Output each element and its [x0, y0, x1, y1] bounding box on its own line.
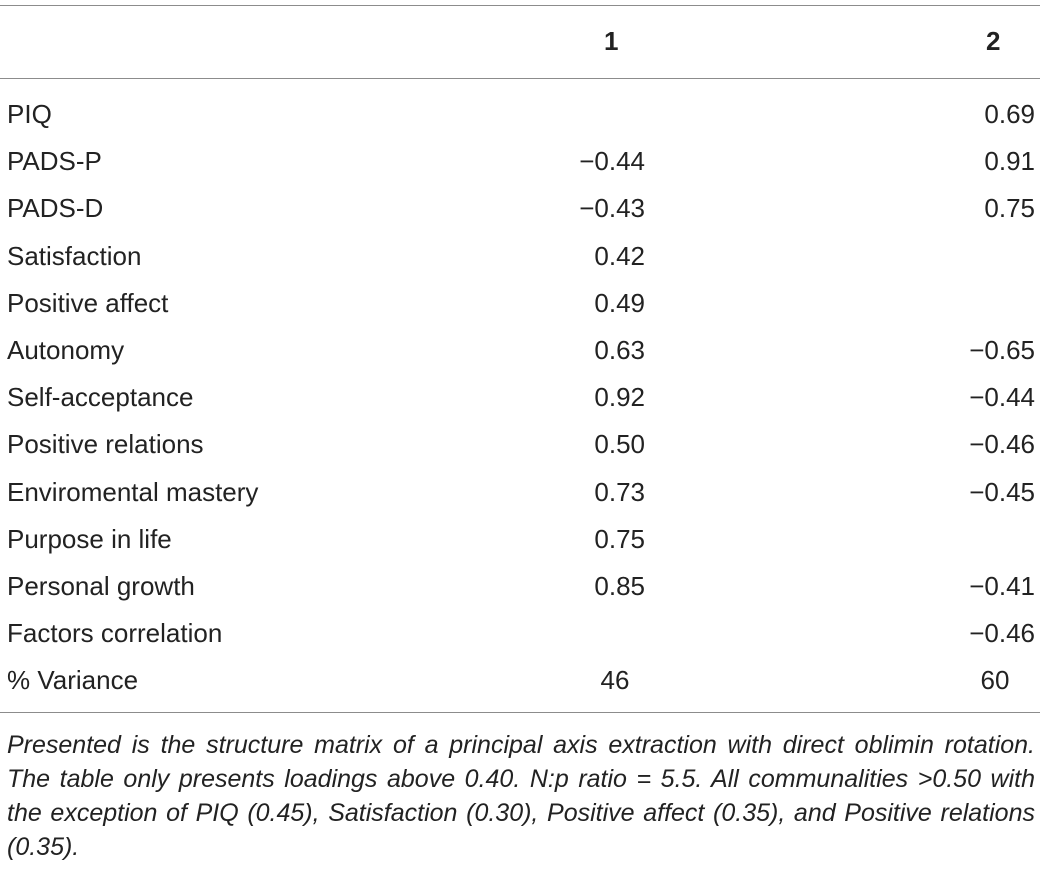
factor-1-value: 0.42 [594, 240, 645, 271]
factor-1-value: 0.75 [594, 523, 645, 554]
factor-1-value: 0.73 [594, 476, 645, 507]
table-row [0, 233, 1040, 280]
factor-1-value: 0.49 [594, 287, 645, 318]
row-label: Positive relations [7, 429, 204, 460]
factor-2-value: 0.91 [984, 146, 1035, 177]
table-row [0, 610, 1040, 657]
table-row [0, 516, 1040, 563]
factor-1-value: −0.44 [579, 146, 645, 177]
factor-2-value: −0.65 [969, 334, 1035, 365]
row-label: Factors correlation [7, 618, 223, 649]
factor-2-value: 0.75 [984, 193, 1035, 224]
table-bottom-rule [0, 712, 1040, 713]
factor-2-value: −0.46 [969, 618, 1035, 649]
table-row [0, 563, 1040, 610]
structure-matrix-table [0, 5, 1040, 713]
table-row [0, 91, 1040, 138]
column-header-1: 1 [604, 26, 619, 56]
factor-1-value: 0.50 [594, 429, 645, 460]
factor-2-value: −0.41 [969, 570, 1035, 601]
factor-2-value: 0.69 [984, 99, 1035, 129]
row-label: Satisfaction [7, 240, 142, 271]
table-row [0, 469, 1040, 516]
column-header-2: 2 [986, 26, 1001, 56]
table-row [0, 280, 1040, 327]
table-row [0, 138, 1040, 185]
table-row [0, 374, 1040, 421]
table-body [0, 79, 1040, 712]
row-label: PIQ [7, 99, 52, 129]
factor-2-value: −0.44 [969, 382, 1035, 413]
factor-2-value: −0.46 [969, 429, 1035, 460]
row-label: % Variance [7, 665, 139, 696]
factor-1-value: 46 [600, 665, 630, 696]
table-row [0, 327, 1040, 374]
row-label: Enviromental mastery [7, 476, 259, 507]
factor-1-value: 0.92 [594, 382, 645, 413]
table-header-row [0, 6, 1040, 78]
row-label: Personal growth [7, 570, 195, 601]
row-label: Autonomy [7, 334, 125, 365]
factor-2-value: −0.45 [969, 476, 1035, 507]
table-footnote: Presented is the structure matrix of a principal axis extraction with direct oblimin rotation. The table only presents loadings above 0.40. N:p ratio = 5.5. All communalities >0.50 with the exception of PIQ (0.45), Satisfaction (0.30), Positive affect (0.35), and Positive relations (0.35). [7, 731, 1035, 861]
factor-1-value: 0.85 [594, 570, 645, 601]
table-row [0, 421, 1040, 468]
factor-1-value: 0.63 [594, 334, 645, 365]
factor-2-value: 60 [980, 665, 1010, 696]
row-label: Purpose in life [7, 523, 172, 554]
row-label: PADS-P [7, 146, 102, 177]
row-label: PADS-D [7, 193, 104, 224]
table-row [0, 185, 1040, 232]
row-label: Positive affect [7, 287, 169, 318]
table-row [0, 657, 1040, 704]
factor-1-value: −0.43 [579, 193, 645, 224]
row-label: Self-acceptance [7, 382, 194, 413]
